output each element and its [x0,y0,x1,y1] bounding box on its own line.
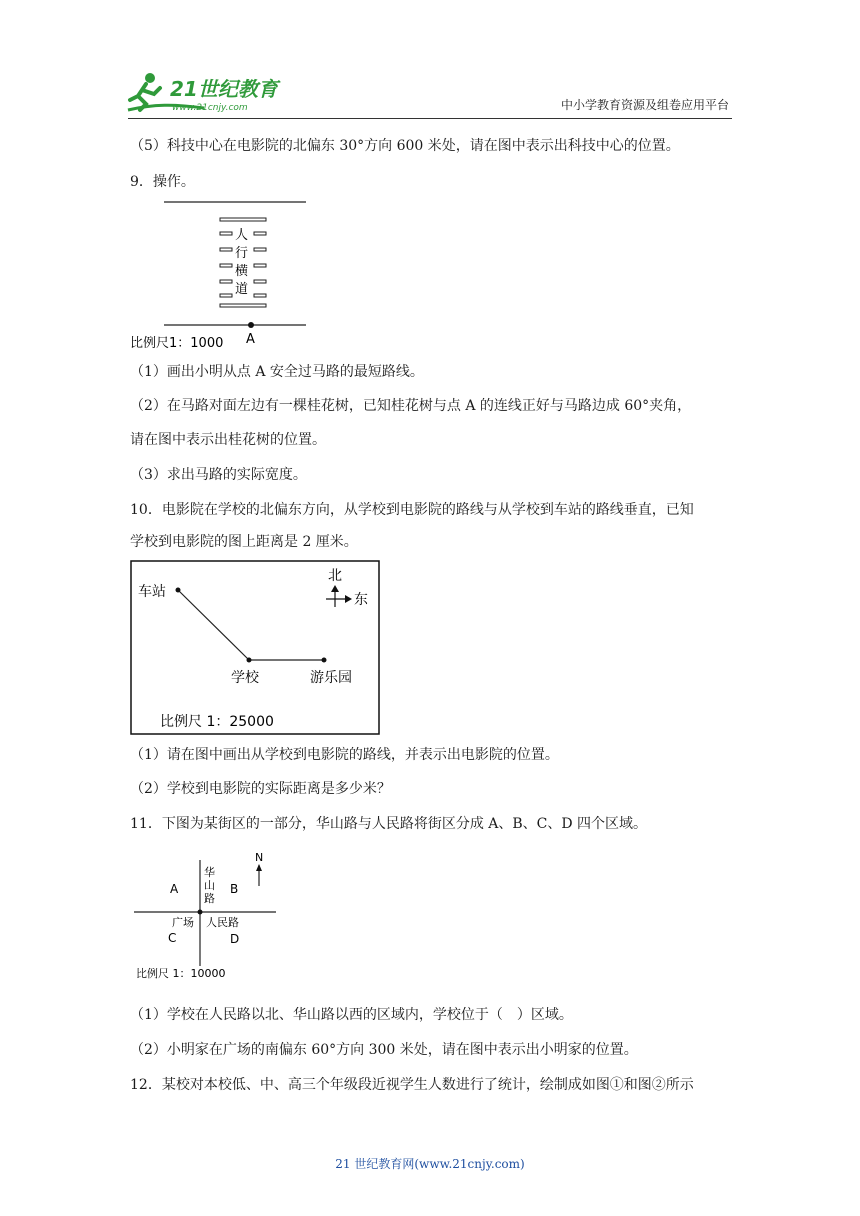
region-c: C [168,931,177,945]
huashan-road-char-2: 山 [204,879,215,892]
footer-site[interactable]: 21 世纪教育网(www.21cnjy.com) [335,1157,525,1171]
point-a-dot [248,322,254,328]
question-11-title: 11．下图为某街区的一部分，华山路与人民路将街区分成 A、B、C、D 四个区域。 [130,816,648,832]
question-10-line-b: 学校到电影院的图上距离是 2 厘米。 [130,534,358,550]
map-figure-10 [130,560,382,736]
question-12-title: 12．某校对本校低、中、高三个年级段近视学生人数进行了统计，绘制成如图①和图②所示 [130,1077,694,1093]
crosswalk-char-1: 人 [235,228,249,243]
square-label: 广场 [172,916,194,929]
platform-name: 中小学教育资源及组卷应用平台 [560,98,729,112]
park-dot [322,658,327,663]
region-a: A [170,882,179,896]
question-9-part-1: （1）画出小明从点 A 安全过马路的最短路线。 [130,364,424,380]
question-8-part-5: （5）科技中心在电影院的北偏东 30°方向 600 米处，请在图中表示出科技中心的位置。 [130,138,680,154]
crosswalk-char-2: 行 [235,246,249,261]
huashan-road-char-3: 路 [204,892,215,905]
compass-icon [326,585,352,607]
question-11-part-1: （1）学校在人民路以北、华山路以西的区域内，学校位于（ ）区域。 [130,1007,573,1023]
logo-text: 21世纪教育 [170,77,278,101]
question-10-part-2: （2）学校到电影院的实际距离是多少米？ [130,781,391,797]
question-9-part-3: （3）求出马路的实际宽度。 [130,467,307,483]
question-9-title: 9．操作。 [130,174,195,190]
fig9-scale: 比例尺1：1000 [130,336,224,351]
crosswalk-char-3: 横 [235,264,249,279]
street-map-figure-11 [134,846,284,986]
north-arrow-icon [256,864,262,886]
runner-logo-icon [124,70,304,114]
region-d: D [230,932,240,946]
square-dot [198,910,203,915]
region-b: B [230,882,239,896]
header-divider [128,118,732,119]
question-10-part-1: （1）请在图中画出从学校到电影院的路线，并表示出电影院的位置。 [130,747,559,763]
park-label: 游乐园 [310,670,352,686]
point-a-label: A [246,332,255,347]
question-11-part-2: （2）小明家在广场的南偏东 60°方向 300 米处，请在图中表示出小明家的位置。 [130,1042,638,1058]
huashan-road-char-1: 华 [204,866,215,879]
crosswalk-char-4: 道 [235,282,249,297]
crosswalk-figure [130,196,330,356]
school-dot [247,658,252,663]
renmin-road-label: 人民路 [206,916,239,929]
school-label: 学校 [231,670,259,686]
station-label: 车站 [138,584,166,600]
question-9-part-2a: （2）在马路对面左边有一棵桂花树，已知桂花树与点 A 的连线正好与马路边成 60°夹角， [130,398,692,414]
logo-url: www.21cnjy.com [172,103,248,113]
station-dot [176,588,181,593]
site-logo [124,70,304,114]
question-9-part-2b: 请在图中表示出桂花树的位置。 [130,432,326,448]
north-n-label: N [255,851,264,864]
north-label: 北 [328,568,342,584]
question-10-line-a: 10．电影院在学校的北偏东方向，从学校到电影院的路线与从学校到车站的路线垂直，已知 [130,502,694,518]
fig10-scale: 比例尺 1：25000 [160,714,274,730]
fig11-scale: 比例尺 1：10000 [136,967,226,980]
east-label: 东 [354,592,368,608]
